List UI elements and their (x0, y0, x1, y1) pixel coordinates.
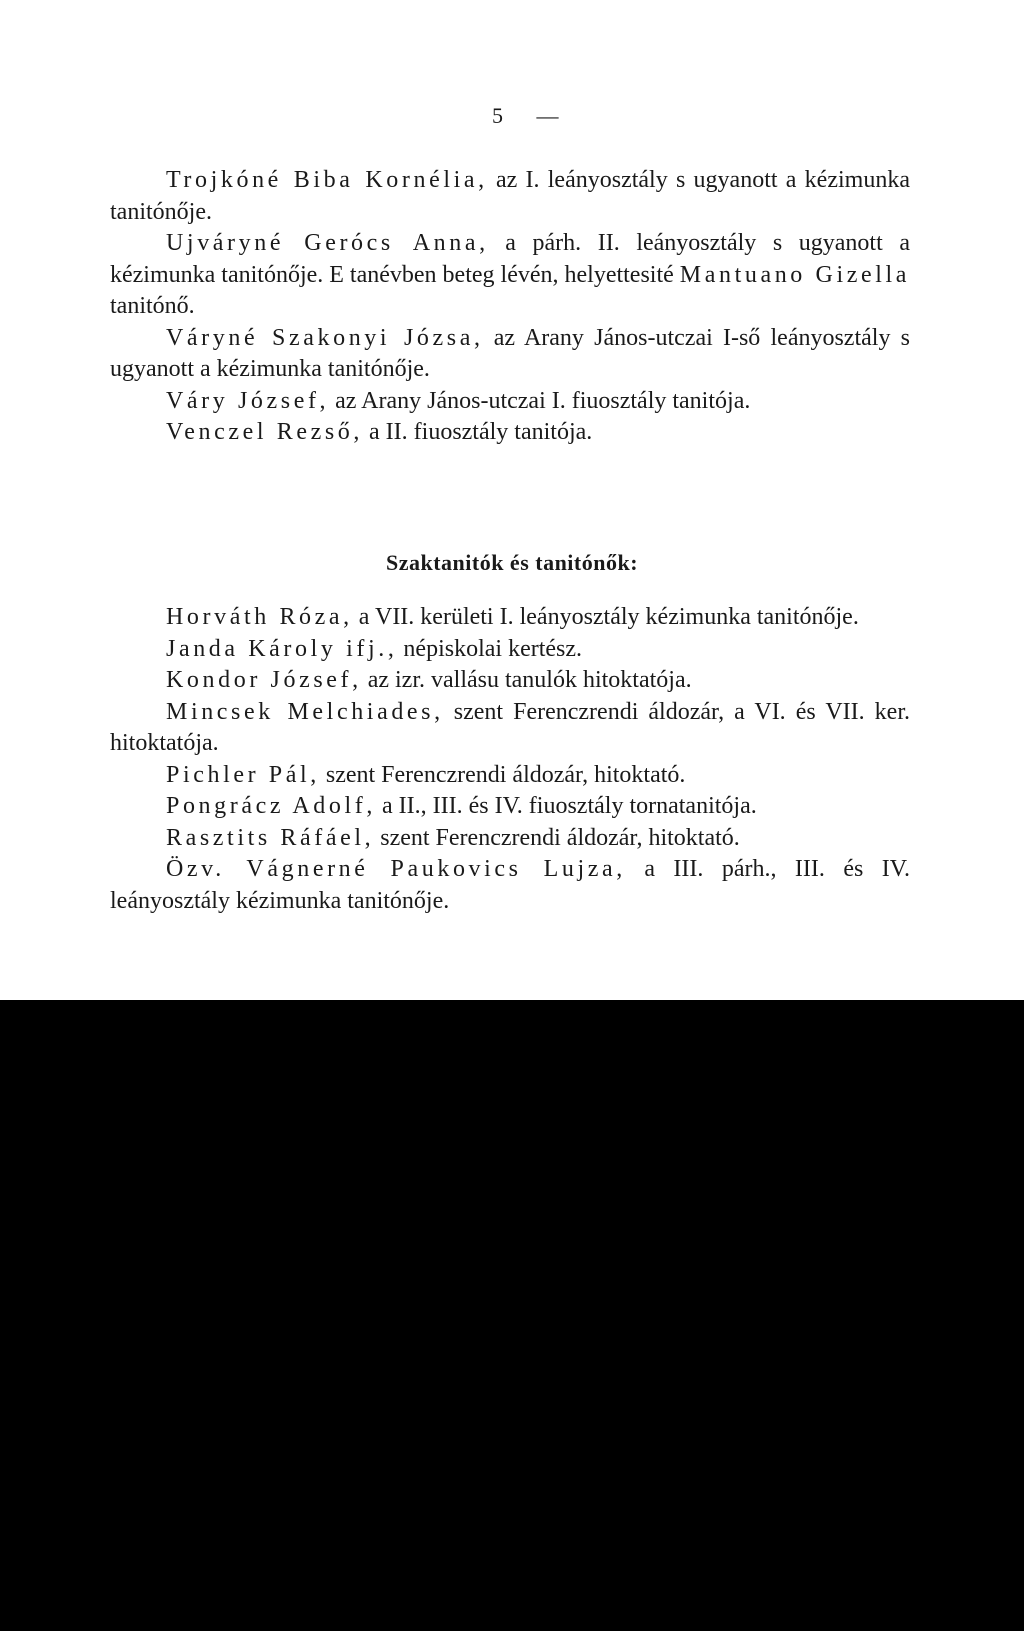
staff-role: szent Ferenczrendi áldozár, a VI. és VII. ker. hitoktatója. (110, 698, 910, 756)
staff-role: az izr. vallásu tanulók hitoktatója. (361, 667, 692, 693)
staff-role: szent Ferenczrendi áldozár, hitoktató. (374, 824, 740, 851)
staff-name: Rasztits Ráfáel, (166, 824, 375, 851)
staff-entry (110, 165, 910, 228)
section-heading: Szaktanitók és tanitónők: (385, 550, 639, 575)
staff-entry (110, 634, 910, 666)
staff-name: Janda Károly ifj., (166, 635, 398, 662)
staff-name: Ujváryné Gerócs Anna, (166, 230, 489, 256)
staff-role: az Arany János-utczai I. fiuosztály tanitója. (329, 387, 751, 414)
staff-role: a VII. kerületi I. leányosztály kézimunka tanitónője. (352, 604, 859, 630)
staff-role: a párh. II. leányosztály s ugyanott a kézimunka tanitónője. E tanévben beteg lévén, helyettesité (110, 230, 911, 288)
staff-name: Horváth Róza, (166, 604, 353, 630)
staff-entry (110, 823, 910, 855)
staff-name: Kondor József, (166, 667, 362, 693)
staff-entry (110, 417, 910, 449)
substitute-role: tanitónő. (110, 293, 195, 319)
staff-entry (110, 665, 910, 697)
staff-name: Váryné Szakonyi Józsa, (166, 324, 484, 351)
page-number: 5 (492, 103, 504, 128)
staff-role: az I. leányosztály s ugyanott a kézimunka tanitónője. (110, 167, 910, 225)
staff-name: Venczel Rezső, (166, 419, 364, 445)
staff-entry (110, 697, 910, 760)
staff-list-top (110, 165, 910, 449)
staff-entry (110, 854, 910, 917)
staff-role: a III. párh., III. és IV. leányosztály kézimunka tanitónője. (110, 856, 910, 914)
staff-role: népiskolai kertész. (397, 635, 583, 662)
staff-name: Pichler Pál, (166, 761, 320, 788)
staff-name: Pongrácz Adolf, (166, 793, 376, 819)
staff-name: Trojkóné Biba Kornélia, (166, 167, 488, 193)
staff-entry (110, 791, 910, 823)
staff-entry (110, 602, 910, 634)
staff-entry (110, 228, 910, 323)
staff-entry (110, 323, 910, 386)
staff-name: Mincsek Melchiades, (166, 698, 444, 725)
staff-entry (110, 386, 910, 418)
staff-name: Váry József, (166, 387, 330, 414)
staff-role: szent Ferenczrendi áldozár, hitoktató. (319, 761, 686, 788)
staff-role: a II. fiuosztály tanitója. (363, 419, 593, 445)
staff-entry (110, 760, 910, 792)
staff-list-bottom (110, 602, 910, 917)
page-header (492, 100, 560, 132)
substitute-name: Mantuano Gizella (679, 261, 911, 288)
staff-role: a II., III. és IV. fiuosztály tornatanitója. (375, 793, 757, 819)
staff-name: Özv. Vágnerné Paukovics Lujza, (166, 856, 626, 882)
header-dash: — (536, 103, 560, 128)
staff-role: az Arany János-utczai I-ső leányosztály s ugyanott a kézimunka tanitónője. (110, 324, 910, 382)
